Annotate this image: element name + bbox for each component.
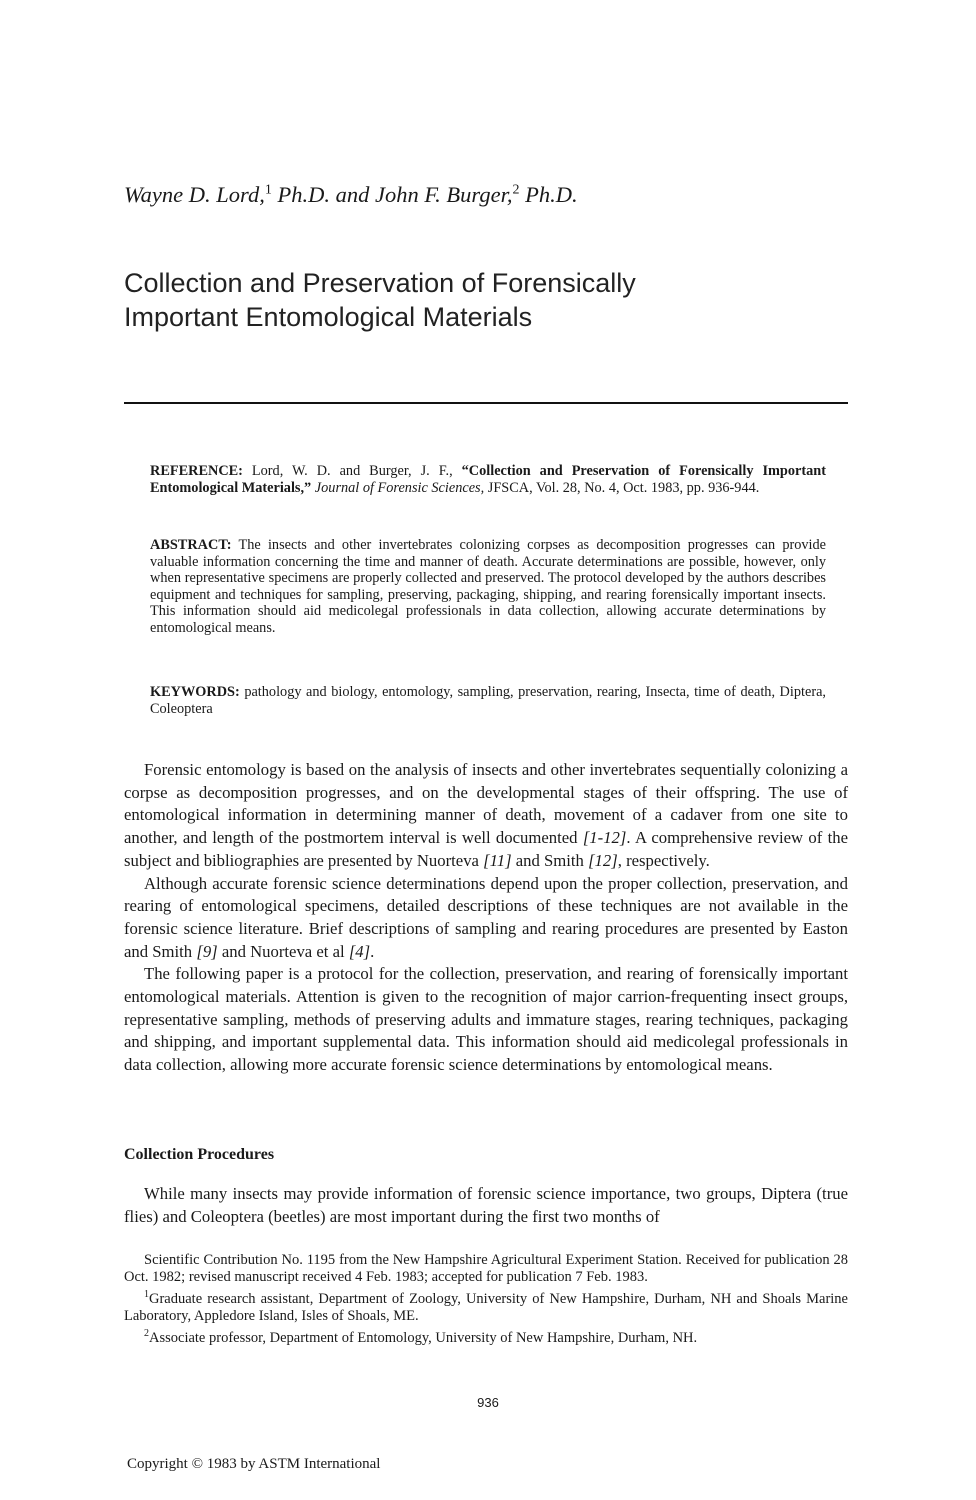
author-degrees: Ph.D. and John F. Burger,: [277, 182, 513, 207]
abstract-block: [150, 537, 826, 636]
intro-p1-text-b: . A comprehensive review of the subject and bibliographies are presented by Nuorteva: [124, 828, 848, 870]
footnote-1: [124, 1286, 848, 1325]
footnote-1-mark: 1: [144, 1289, 149, 1300]
collection-section-body: [124, 1183, 848, 1228]
keywords-block: [150, 684, 826, 717]
footnote-2: [124, 1325, 848, 1347]
footnote-1-text: Graduate research assistant, Department of Zoology, University of New Hampshire, Durham, NH and Shoals Marine Laboratory, Appledore Island, Isles of Shoals, ME.: [124, 1290, 848, 1324]
reference-details: JFSCA, Vol. 28, No. 4, Oct. 1983, pp. 936-944.: [487, 479, 760, 496]
introduction: [124, 759, 848, 1077]
reference-label: REFERENCE:: [150, 463, 243, 479]
intro-paragraph-3: The following paper is a protocol for the collection, preservation, and rearing of forensically important entomological materials. Attention is given to the recognition of major carrion-frequenting insect groups, representative sampling, methods of preserving adults and immature stages, rearing techniques, packaging and shipping, and important supplemental data. This information should aid medicolegal professionals in data collection, allowing more accurate forensic science determinations by entomological means.: [124, 964, 848, 1075]
reference-journal: Journal of Forensic Sciences,: [314, 479, 485, 496]
intro-paragraph-1: [124, 759, 848, 873]
citation: [11]: [483, 850, 512, 870]
section-heading: Collection Procedures: [124, 1146, 275, 1163]
abstract-text: The insects and other invertebrates colonizing corpses as decomposition progresses can provide valuable information concerning the time and manner of death. Accurate determinations are possible, however, only when representative specimens are properly collected and preserved. The protocol developed by the authors describes equipment and techniques for sampling, preserving, packaging, shipping, and rearing forensically important insects. This information should aid medicolegal professionals in data collection, allowing accurate determinations by entomological means.: [150, 537, 826, 636]
reference-authors: Lord, W. D. and Burger, J. F.,: [251, 463, 453, 479]
copyright-notice: Copyright © 1983 by ASTM International: [127, 1456, 381, 1472]
author-1-name: Wayne D. Lord,: [124, 182, 265, 207]
page-number: 936: [477, 1395, 499, 1410]
author-line: [124, 182, 578, 208]
author-2-footnote-mark: 2: [512, 182, 520, 198]
citation: [9]: [196, 941, 218, 961]
keywords-label: KEYWORDS:: [150, 684, 240, 700]
footnote-contribution: Scientific Contribution No. 1195 from the New Hampshire Agricultural Experiment Station. Received for publication 28 Oct. 1982; revised manuscript received 4 Feb. 1983; accepted for publication 7 Feb. 1983.: [124, 1252, 848, 1285]
citation: [4]: [348, 941, 371, 961]
intro-p1-text-d: , respectively.: [617, 850, 710, 870]
article-title-line-1: Collection and Preservation of Forensically: [124, 268, 636, 298]
article-title-line-2: Important Entomological Materials: [124, 302, 533, 332]
intro-p1-text-a: Forensic entomology is based on the analysis of insects and other invertebrates sequentially colonizing a corpse as decomposition progresses, and on the developmental stages of their offspring. The use of entomological information in determining manner of death, movement of a cadaver from one site to another, and length of the postmortem interval is well documented: [124, 760, 848, 848]
footnote-2-mark: 2: [144, 1327, 149, 1339]
reference-article-title: “Collection and Preservation of Forensically Important Entomological Materials,”: [150, 463, 826, 496]
intro-p2-text-a: Although accurate forensic science determinations depend upon the proper collection, preservation, and rearing of entomological specimens, detailed descriptions of these techniques are not available in the forensic science literature. Brief descriptions of sampling and rearing procedures are presented by Easton and Smith: [124, 873, 848, 961]
author-1-footnote-mark: 1: [264, 182, 272, 198]
footnote-2-text: Associate professor, Department of Entomology, University of New Hampshire, Durham, NH.: [149, 1329, 698, 1346]
article-title: [124, 266, 884, 334]
citation: [12]: [588, 850, 618, 870]
keywords-text: pathology and biology, entomology, sampling, preservation, rearing, Insecta, time of death, Diptera, Coleoptera: [150, 684, 826, 717]
reference-block: [150, 463, 826, 496]
intro-paragraph-2: [124, 873, 848, 964]
intro-p2-text-c: .: [370, 941, 375, 961]
intro-p2-text-b: and Nuorteva et al: [221, 941, 345, 961]
footnotes: [124, 1252, 848, 1347]
intro-p1-text-c: and Smith: [515, 850, 584, 870]
abstract-label: ABSTRACT:: [150, 537, 232, 553]
collection-paragraph-1: While many insects may provide information of forensic science importance, two groups, Diptera (true flies) and Coleoptera (beetles) are most important during the first two months of: [124, 1184, 848, 1226]
author-2-degree: Ph.D.: [525, 182, 578, 207]
citation: [1-12]: [582, 828, 627, 848]
title-divider: [124, 402, 848, 404]
